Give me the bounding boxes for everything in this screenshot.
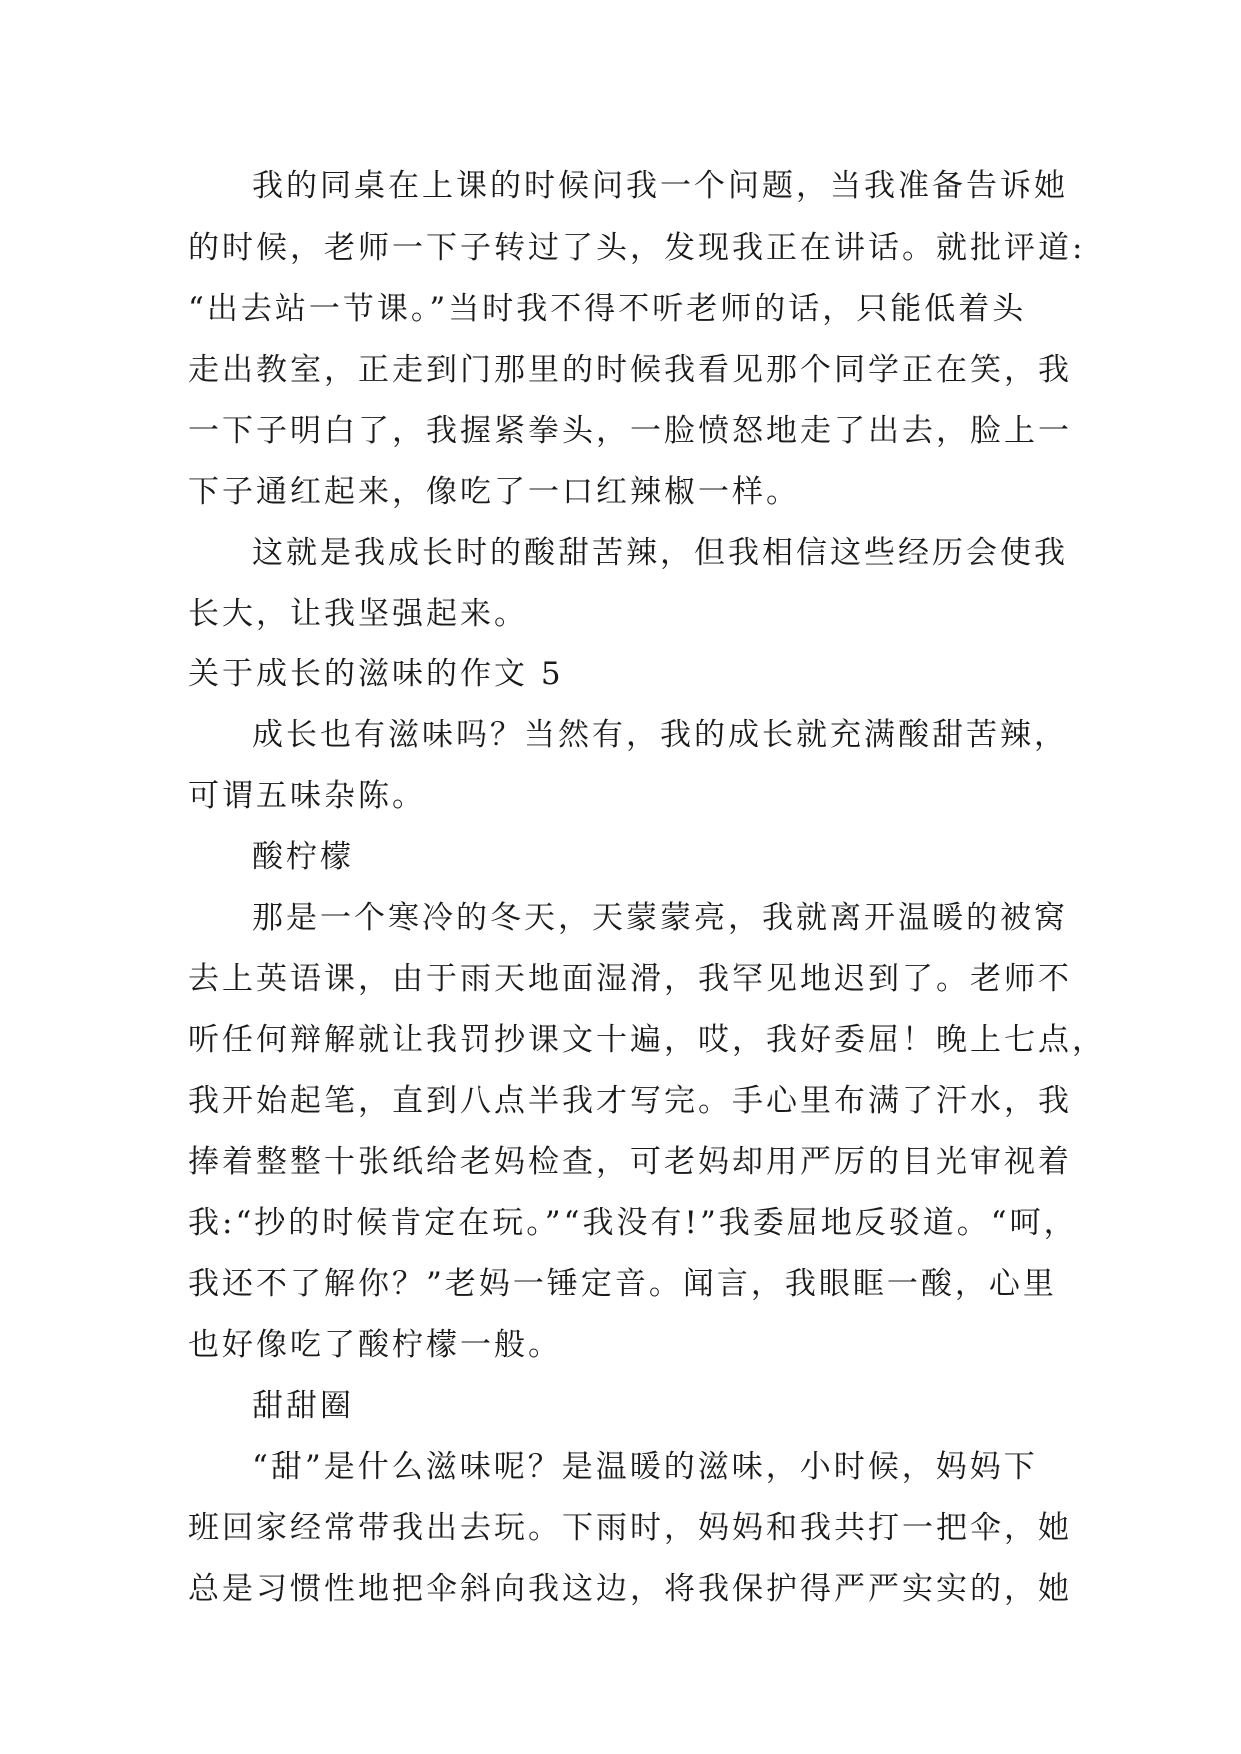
paragraph-line: 的时候，老师一下子转过了头，发现我正在讲话。就批评道: xyxy=(188,230,1086,266)
paragraph-line: 走出教室，正走到门那里的时候我看见那个同学正在笑，我 xyxy=(188,352,1072,388)
paragraph-line: 我:“抄的时候肯定在玩。”“我没有!”我委屈地反驳道。“呵， xyxy=(188,1205,1078,1241)
paragraph-line: 我的同桌在上课的时候问我一个问题，当我准备告诉她 xyxy=(252,168,1068,204)
paragraph-line: 班回家经常带我出去玩。下雨时，妈妈和我共打一把伞，她 xyxy=(188,1510,1072,1546)
section-heading: 关于成长的滋味的作文 5 xyxy=(188,656,564,692)
paragraph-line: 长大，让我坚强起来。 xyxy=(188,596,528,632)
paragraph-line: 捧着整整十张纸给老妈检查，可老妈却用严厉的目光审视着 xyxy=(188,1144,1072,1180)
paragraph-line: 我开始起笔，直到八点半我才写完。手心里布满了汗水，我 xyxy=(188,1083,1072,1119)
paragraph-line: 那是一个寒冷的冬天，天蒙蒙亮，我就离开温暖的被窝 xyxy=(252,900,1068,936)
paragraph-line: 一下子明白了，我握紧拳头，一脸愤怒地走了出去，脸上一 xyxy=(188,413,1072,449)
paragraph-line: 这就是我成长时的酸甜苦辣，但我相信这些经历会使我 xyxy=(252,535,1068,571)
paragraph-line: 可谓五味杂陈。 xyxy=(188,778,426,814)
paragraph-line: 成长也有滋味吗？当然有，我的成长就充满酸甜苦辣， xyxy=(252,717,1068,753)
paragraph-line: 去上英语课，由于雨天地面湿滑，我罕见地迟到了。老师不 xyxy=(188,961,1072,997)
paragraph-line: 下子通红起来，像吃了一口红辣椒一样。 xyxy=(188,474,800,510)
paragraph-line: 总是习惯性地把伞斜向我这边，将我保护得严严实实的，她 xyxy=(188,1571,1072,1607)
subheading: 酸柠檬 xyxy=(252,839,354,875)
paragraph-line: 听任何辩解就让我罚抄课文十遍，哎，我好委屈！晚上七点， xyxy=(188,1022,1106,1058)
paragraph-line: 也好像吃了酸柠檬一般。 xyxy=(188,1327,562,1363)
subheading: 甜甜圈 xyxy=(252,1388,354,1424)
paragraph-line: 我还不了解你？”老妈一锤定音。闻言，我眼眶一酸，心里 xyxy=(188,1266,1057,1302)
paragraph-line: “甜”是什么滋味呢？是温暖的滋味，小时候，妈妈下 xyxy=(252,1449,1038,1485)
paragraph-line: “出去站一节课。”当时我不得不听老师的话，只能低着头 xyxy=(188,291,1027,327)
